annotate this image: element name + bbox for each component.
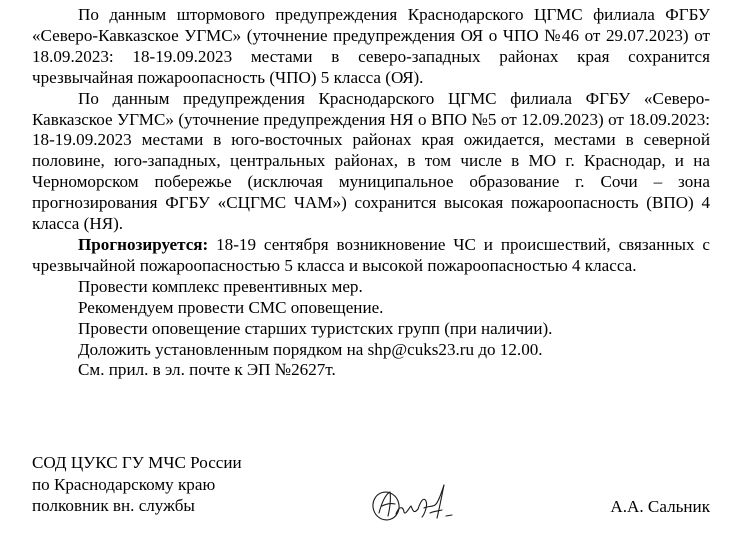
signatory-position bbox=[32, 452, 242, 517]
forecast-text: 18-19 сентября возникновение ЧС и происшествий, связанных с чрезвычайной пожароопасностью 5 класса и высокой пожароопасностью 4 класса. bbox=[32, 234, 710, 275]
position-line: СОД ЦУКС ГУ МЧС России bbox=[32, 453, 242, 472]
action-item: См. прил. в эл. почте к ЭП №2627т. bbox=[78, 360, 336, 380]
storm-warning-paragraph: По данным штормового предупреждения Краснодарского ЦГМС филиала ФГБУ «Северо-Кавказское УГМС» (уточнение предупреждения ОЯ о ЧПО №46 от 29.07.2023) от 18.09.2023: 18-19.09.2023 местами в северо-западных районах края сохранится чрезвычайная пожароопасность (ЧПО) 5 класса (ОЯ). bbox=[32, 5, 710, 87]
position-line: полковник вн. службы bbox=[32, 496, 195, 515]
position-line: по Краснодарскому краю bbox=[32, 474, 216, 494]
forecast-label: Прогнозируется: bbox=[78, 234, 209, 254]
warning-paragraph: По данным предупреждения Краснодарского ЦГМС филиала ФГБУ «Северо-Кавказское УГМС» (уточнение предупреждения НЯ о ВПО №5 от 12.09.2023) от 18.09.2023: 18-19.09.2023 местами в юго-восточных районах края ожидается, местами в северной половине, юго-западных, центральных районах, в том числе в МО г. Краснодар, и на Черноморском побережье (исключая муниципальное образование г. Сочи – зона прогнозирования ФГБУ «СЦГМС ЧАМ») сохранится высокая пожароопасность (ВПО) 4 класса (НЯ). bbox=[32, 88, 710, 234]
signer-name: А.А. Сальник bbox=[610, 497, 710, 516]
action-item: Доложить установленным порядком на shp@cuks23.ru до 12.00. bbox=[78, 339, 543, 359]
handwritten-signature-icon bbox=[366, 480, 466, 530]
forecast-paragraph bbox=[32, 235, 710, 277]
document-body bbox=[32, 5, 710, 381]
action-item: Рекомендуем провести СМС оповещение. bbox=[78, 297, 384, 317]
action-item: Провести комплекс превентивных мер. bbox=[78, 276, 363, 296]
action-item: Провести оповещение старших туристских групп (при наличии). bbox=[78, 318, 553, 338]
